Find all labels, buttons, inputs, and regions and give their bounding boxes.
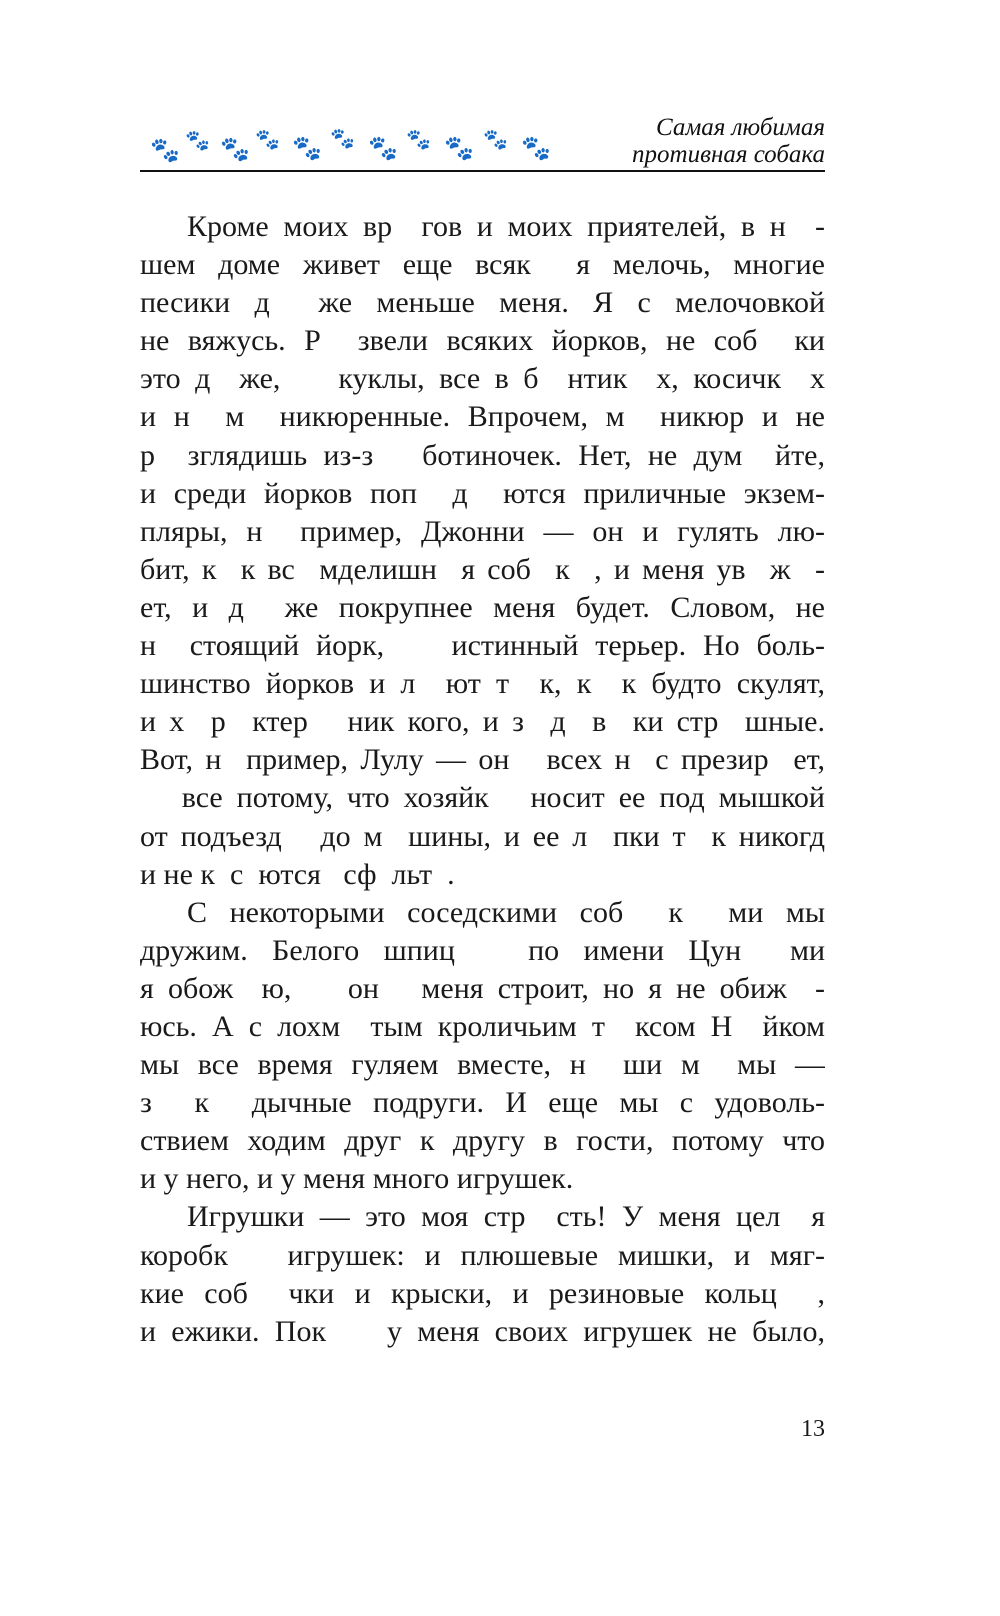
text-line: шем доме живет еще всяк я мелочь, многие (140, 248, 825, 282)
text-line: бит, к к вс мделишн я соб к , и меня ув ж - (140, 552, 825, 586)
text-line: и х р ктер ник кого, и з д в ки стр шные. (140, 705, 825, 739)
paragraph (140, 894, 825, 1199)
text-line: и среди йорков поп д ются приличные экзем- (140, 476, 825, 510)
text-line: юсь. А с лохм тым кроличьим т ксом Н йком (140, 1009, 825, 1043)
paw-print-icon: 🐾 (255, 127, 280, 151)
paw-print-icon: 🐾 (220, 135, 250, 163)
text-line: от подъезд до м шины, и ее л пки т к никогд (140, 819, 825, 853)
text-line: все потому, что хозяйк носит ее под мышкой (140, 781, 825, 815)
body-text (140, 208, 825, 1351)
text-line: Кроме моих вр гов и моих приятелей, в н - (187, 210, 825, 243)
paragraph (140, 1198, 825, 1350)
text-line: и н м никюренные. Впрочем, м никюр и не (140, 400, 825, 434)
paw-print-icon: 🐾 (292, 134, 322, 162)
text-line: и у него, и у меня много игрушек. (140, 1162, 574, 1196)
paw-print-icon: 🐾 (150, 136, 180, 164)
paw-print-icon: 🐾 (444, 134, 474, 162)
text-line: кие соб чки и крыски, и резиновые кольц , (140, 1276, 825, 1310)
text-line: ствием ходим друг к другу в гости, потому что (140, 1124, 825, 1158)
paragraph (140, 208, 825, 894)
paw-print-icon: 🐾 (330, 126, 355, 150)
text-line: Вот, н пример, Лулу — он всех н с презир ет, (140, 743, 825, 777)
text-line: песики д же меньше меня. Я с мелочовкой (140, 286, 825, 320)
text-line: С некоторыми соседскими соб к ми мы (187, 895, 825, 929)
text-line: н стоящий йорк, истинный терьер. Но боль- (140, 629, 825, 663)
text-line: и ежики. Пок у меня своих игрушек не было, (140, 1314, 825, 1348)
text-line: р зглядишь из-з ботиночек. Нет, не дум йте, (140, 438, 825, 472)
text-line: мы все время гуляем вместе, н ши м мы — (140, 1048, 825, 1082)
paw-print-icon: 🐾 (483, 127, 508, 151)
text-line: ет, и д же покрупнее меня будет. Словом, не (140, 590, 825, 624)
text-line: дружим. Белого шпиц по имени Цун ми (140, 933, 825, 967)
paw-print-icon: 🐾 (368, 134, 398, 162)
text-line: Игрушки — это моя стр сть! У меня цел я (187, 1200, 825, 1234)
text-line: шинство йорков и л ют т к, к к будто скулят, (140, 667, 825, 701)
page-number: 13 (801, 1416, 825, 1442)
paw-print-icon: 🐾 (406, 127, 431, 151)
text-line: з к дычные подруги. И еще мы с удоволь- (140, 1086, 825, 1120)
paw-print-icon: 🐾 (521, 134, 551, 162)
text-line: и не к с ются сф льт . (140, 857, 455, 891)
running-title: Самая любимая противная собака (632, 114, 825, 168)
text-line: коробк игрушек: и плюшевые мишки, и мяг- (140, 1238, 825, 1272)
text-line: я обож ю, он меня строит, но я не обиж - (140, 971, 825, 1005)
text-line: пляры, н пример, Джонни — он и гулять лю- (140, 514, 825, 548)
paw-print-ornament (140, 124, 550, 164)
paw-print-icon: 🐾 (185, 128, 210, 152)
running-header (140, 112, 825, 172)
text-line: это д же, куклы, все в б нтик х, косичк х (140, 362, 825, 396)
text-line: не вяжусь. Р звели всяких йорков, не соб ки (140, 324, 825, 358)
